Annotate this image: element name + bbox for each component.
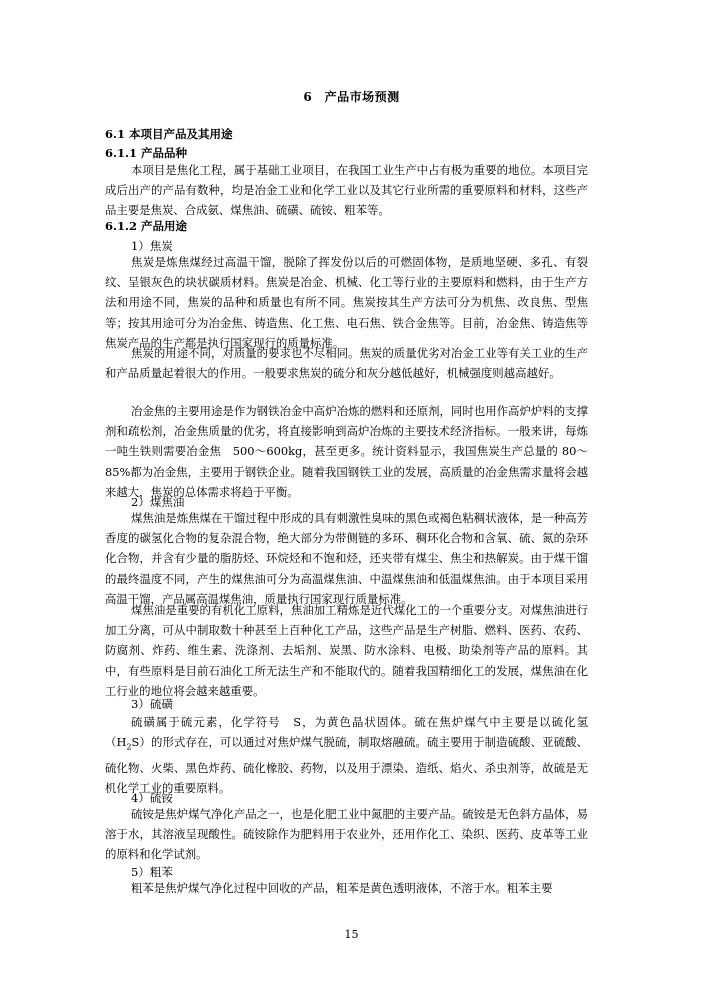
item-crude-benzene-heading: 5）粗苯 — [131, 865, 173, 879]
sulfur-text-after: S）的形式存在，可以通过对焦炉煤气脱硫，制取熔融硫。硫主要用于制造硫酸、亚硫酸、硫化物、火柴、黑色炸药、硫化橡胶、药物，以及用于漂染、造纸、焰火、杀虫剂等，故硫是无机化学工业的重要原料。 — [105, 735, 588, 795]
paragraph-coke-2: 焦炭的用途不同，对质量的要求也不尽相同。焦炭的质量优劣对冶金工业等有关工业的生产和产品质量起着很大的作用。一般要求焦炭的硫分和灰分越低越好，机械强度则越高越好。 — [105, 346, 588, 381]
item-coke-heading: 1）焦炭 — [131, 239, 173, 253]
item-sulfur-heading: 3）硫磺 — [131, 697, 173, 711]
chapter-title: 6 产品市场预测 — [303, 90, 400, 104]
paragraph-coal-tar-1: 煤焦油是炼焦煤在干馏过程中形成的具有刺激性臭味的黑色或褐色粘稠状液体，是一种高芳香度的碳氢化合物的复杂混合物，绝大部分为带侧链的多环、稠环化合物和含氧、硫、氮的杂环化合物，并含有少量的脂肪烃、环烷烃和不饱和烃，还夹带有煤尘、焦尘和热解炭。由于煤干馏的最终温度不同，产生的煤焦油可分为高温煤焦油、中温煤焦油和低温煤焦油。由于本项目采用高温干馏，产品属高温煤焦油，质量执行国家现行质量标准。 — [105, 511, 588, 606]
paragraph-sulfur — [105, 712, 588, 798]
paragraph-coke-1: 焦炭是炼焦煤经过高温干馏，脱除了挥发份以后的可燃固体物，是质地坚硬、多孔、有裂纹、呈银灰色的块状碳质材料。焦炭是冶金、机械、化工等行业的主要原料和燃料，由于生产方法和用途不同，焦炭的品种和质量也有所不同。焦炭按其生产方法可分为机焦、改良焦、型焦等；按其用途可分为冶金焦、铸造焦、化工焦、电石焦、铁合金焦等。目前，冶金焦、铸造焦等焦炭产品的生产都是执行国家现行的质量标准。 — [105, 255, 588, 350]
paragraph-coal-tar-2: 煤焦油是重要的有机化工原料，焦油加工精炼是近代煤化工的一个重要分支。对煤焦油进行加工分离，可从中制取数十种甚至上百种化工产品，这些产品是生产树脂、燃料、医药、农药、防腐剂、炸药、维生素、洗涤剂、去垢剂、炭黑、防水涂料、电极、助染剂等产品的原料。其中，有些原料是目前石油化工所无法生产和不能取代的。随着我国精细化工的发展，煤焦油在化工行业的地位将会越来越重要。 — [105, 603, 588, 698]
section-6-1-2-heading: 6.1.2 产品用途 — [105, 219, 188, 233]
h2s-subscript: 2 — [126, 742, 132, 752]
sulfur-text-before: 硫磺属于硫元素，化学符号 S，为黄色晶状固体。硫在焦炉煤气中主要是以硫化氢（H — [105, 715, 588, 750]
paragraph-ammonium-sulfate: 硫铵是焦炉煤气净化产品之一，也是化肥工业中氮肥的主要产品。硫铵是无色斜方晶体，易溶于水，其溶液呈现酸性。硫铵除作为肥料用于农业外，还用作化工、染织、医药、皮革等工业的原料和化学试剂。 — [105, 807, 588, 862]
item-ammonium-sulfate-heading: 4）硫铵 — [131, 791, 173, 805]
item-coal-tar-heading: 2）煤焦油 — [131, 495, 185, 509]
paragraph-crude-benzene: 粗苯是焦炉煤气净化过程中回收的产品，粗苯是黄色透明液体，不溶于水。粗苯主要 — [131, 881, 553, 895]
paragraph-product-varieties: 本项目是焦化工程，属于基础工业项目，在我国工业生产中占有极为重要的地位。本项目完成后出产的产品有数种，均是冶金工业和化学工业以及其它行业所需的重要原料和材料，这些产品主要是焦炭、合成氨、煤焦油、硫磺、硫铵、粗苯等。 — [105, 163, 588, 218]
paragraph-coke-3: 冶金焦的主要用途是作为钢铁冶金中高炉冶炼的燃料和还原剂，同时也用作高炉炉料的支撑剂和疏松剂，冶金焦质量的优劣，将直接影响到高炉冶炼的主要技术经济指标。一般来讲，每炼一吨生铁则需要冶金焦 500～600kg，甚至更多。统计资料显示，我国焦炭生产总量的 80～85%都为冶金焦，主要用于钢铁企业。随着我国钢铁工业的发展，高质量的冶金焦需求量将会越来越大，焦炭的总体需求将趋于平衡。 — [105, 404, 588, 499]
section-6-1-heading: 6.1 本项目产品及其用途 — [105, 127, 233, 141]
section-6-1-1-heading: 6.1.1 产品品种 — [105, 146, 188, 160]
page-number: 15 — [344, 928, 359, 941]
